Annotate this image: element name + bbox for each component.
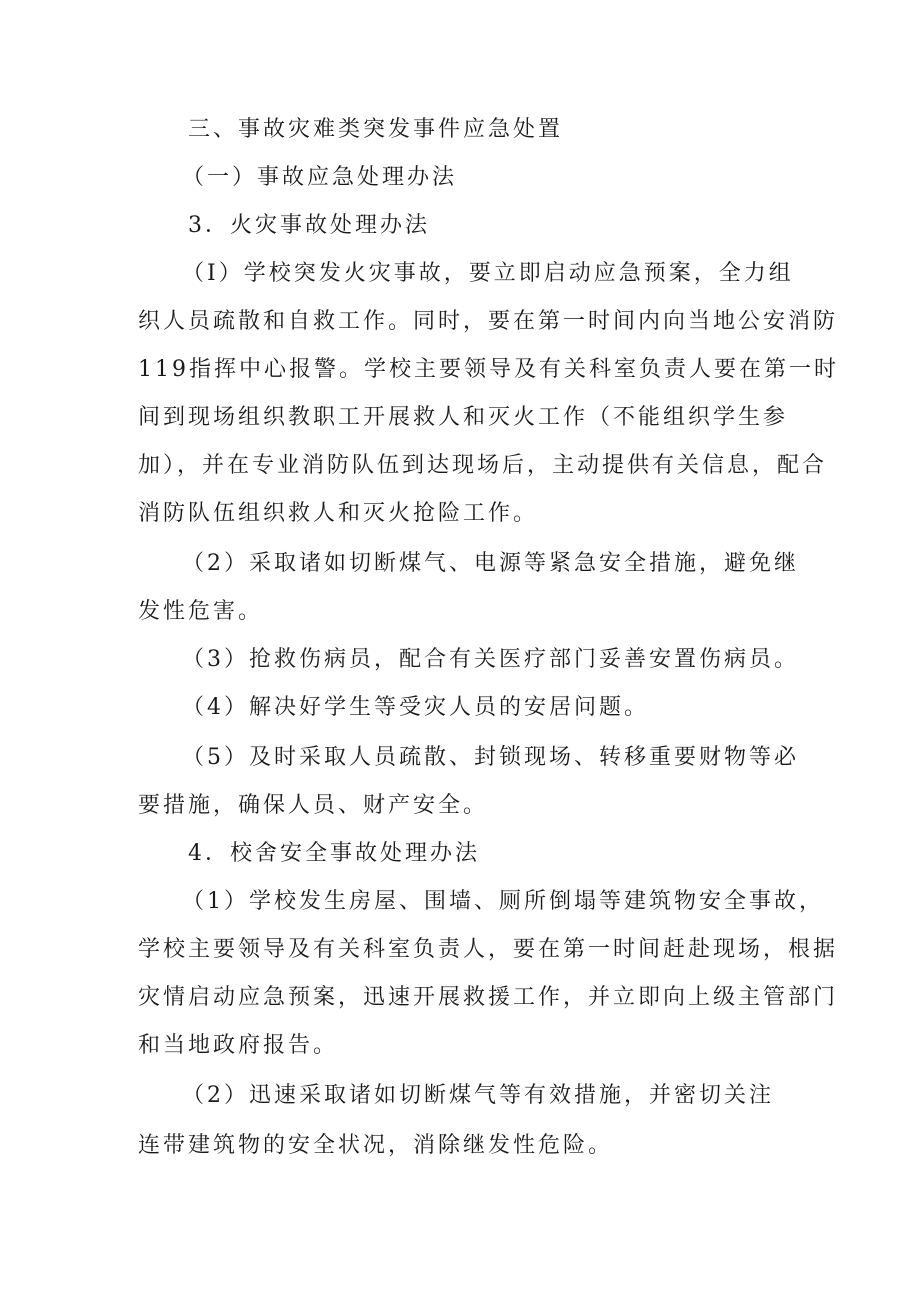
paragraph-line: （4）解决好学生等受灾人员的安居问题。 — [182, 695, 649, 720]
paragraph-line: （2）迅速采取诸如切断煤气等有效措施，并密切关注 — [182, 1083, 774, 1108]
item-4-title: 4．校舍安全事故处理办法 — [188, 841, 480, 866]
paragraph-line: （3）抢救伤病员，配合有关医疗部门妥善安置伤病员。 — [182, 647, 799, 672]
paragraph-line: 间到现场组织教职工开展救人和灭火工作（不能组织学生参 — [138, 405, 789, 430]
paragraph-line: 灾情启动应急预案，迅速开展救援工作，并立即向上级主管部门 — [138, 985, 839, 1010]
paragraph-line: 织人员疏散和自救工作。同时，要在第一时间内向当地公安消防 — [138, 309, 839, 334]
paragraph-line: （2）采取诸如切断煤气、电源等紧急安全措施，避免继 — [182, 551, 799, 576]
paragraph-line: 消防队伍组织救人和灭火抢险工作。 — [138, 501, 539, 526]
paragraph-line: 加），并在专业消防队伍到达现场后，主动提供有关信息，配合 — [138, 453, 828, 478]
paragraph-line: （1）学校发生房屋、围墙、厕所倒塌等建筑物安全事故， — [182, 889, 824, 914]
paragraph-line: （I）学校突发火灾事故，要立即启动应急预案，全力组 — [182, 261, 794, 286]
paragraph-line: 学校主要领导及有关科室负责人，要在第一时间赶赴现场，根据 — [138, 937, 839, 962]
subsection-heading: （一）事故应急处理办法 — [182, 165, 458, 190]
paragraph-line: 要措施，确保人员、财产安全。 — [138, 793, 489, 818]
paragraph-line: （5）及时采取人员疏散、封锁现场、转移重要财物等必 — [182, 745, 799, 770]
paragraph-line: 连带建筑物的安全状况，消除继发性危险。 — [138, 1133, 614, 1158]
paragraph-line: 119指挥中心报警。学校主要领导及有关科室负责人要在第一时 — [138, 357, 839, 382]
paragraph-line: 发性危害。 — [138, 599, 264, 624]
section-heading: 三、事故灾难类突发事件应急处置 — [188, 117, 564, 142]
item-3-title: 3．火灾事故处理办法 — [188, 213, 430, 238]
paragraph-line: 和当地政府报告。 — [138, 1033, 339, 1058]
